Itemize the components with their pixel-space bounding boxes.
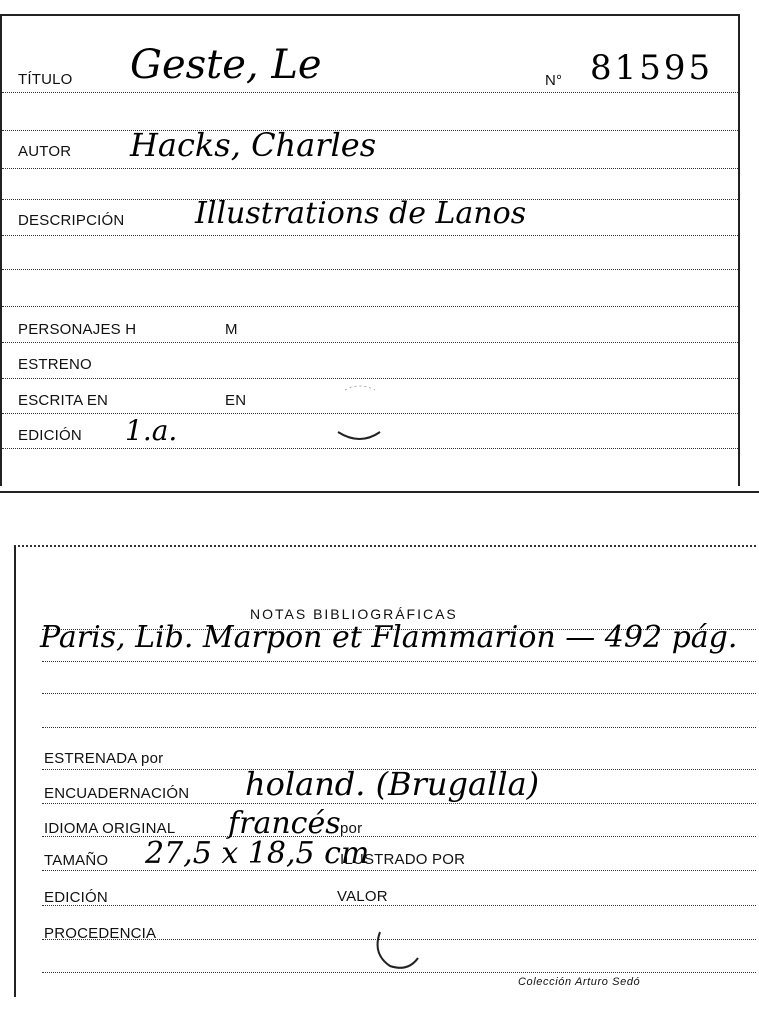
rule — [2, 378, 738, 379]
notas-title: NOTAS BIBLIOGRÁFICAS — [250, 606, 458, 622]
tamano-label: TAMAÑO — [44, 852, 109, 869]
card-separator — [0, 491, 759, 493]
titulo-value: Geste, Le — [130, 42, 322, 88]
rule — [2, 306, 738, 307]
estrenada-label: ESTRENADA por — [44, 750, 164, 767]
rule — [2, 342, 738, 343]
valor-label: VALOR — [337, 888, 388, 905]
idioma-value: francés — [228, 806, 341, 841]
edicion-label: EDICIÓN — [18, 427, 82, 444]
rule — [42, 727, 756, 728]
rule — [2, 235, 738, 236]
descripcion-value: Illustrations de Lanos — [195, 196, 527, 231]
coleccion-label: Colección Arturo Sedó — [518, 976, 641, 988]
rule — [42, 905, 756, 906]
tamano-value: 27,5 x 18,5 cm — [145, 836, 370, 871]
rule — [42, 972, 756, 973]
autor-value: Hacks, Charles — [130, 126, 377, 164]
idioma-label: IDIOMA ORIGINAL — [44, 820, 176, 837]
library-stamp-circle — [330, 380, 390, 450]
library-stamp-circle — [368, 912, 428, 972]
descripcion-label: DESCRIPCIÓN — [18, 212, 125, 229]
rule — [2, 92, 738, 93]
procedencia-label: PROCEDENCIA — [44, 925, 157, 942]
escrita-en-label: EN — [225, 392, 247, 409]
autor-label: AUTOR — [18, 143, 72, 160]
escrita-label: ESCRITA EN — [18, 392, 109, 409]
edicion-value: 1.a. — [125, 414, 178, 447]
encuadernacion-value: holand. (Brugalla) — [245, 765, 540, 803]
personajes-label: PERSONAJES H — [18, 321, 137, 338]
rule — [42, 803, 756, 804]
ilustrado-label: ILUSTRADO POR — [340, 851, 466, 868]
personajes-m-label: M — [225, 321, 238, 338]
titulo-label: TÍTULO — [18, 71, 73, 88]
rule — [42, 693, 756, 694]
edicion2-label: EDICIÓN — [44, 889, 108, 906]
idioma-por-label: por — [340, 820, 363, 837]
numero-value: 81595 — [590, 48, 714, 88]
notas-value: Paris, Lib. Marpon et Flammarion — 492 pág. — [40, 620, 738, 655]
estreno-label: ESTRENO — [18, 356, 92, 373]
numero-label: N° — [545, 72, 563, 89]
rule — [2, 269, 738, 270]
encuadernacion-label: ENCUADERNACIÓN — [44, 785, 190, 802]
rule — [42, 661, 756, 662]
rule — [2, 168, 738, 169]
